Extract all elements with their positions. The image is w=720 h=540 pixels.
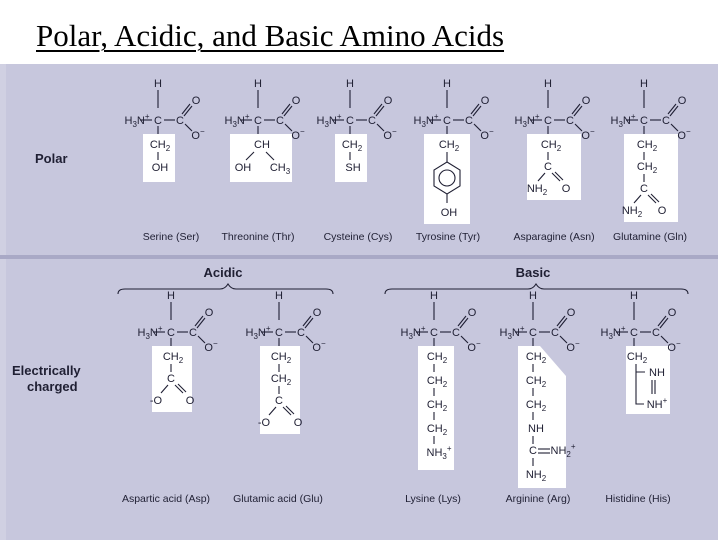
charged-row-label-line1: Electrically	[12, 363, 81, 378]
carbonyl-oxygen-label: O	[191, 95, 201, 107]
carboxylate-oxygen-label: O−	[581, 127, 595, 142]
amino-acid-name: Tyrosine (Tyr)	[415, 231, 481, 243]
carbonyl-double-bond	[282, 104, 290, 114]
acidic-bracket	[118, 284, 333, 294]
carbonyl-double-bond	[670, 106, 678, 116]
carbonyl-oxygen-label: O	[480, 95, 490, 107]
cysteine-structure	[316, 78, 396, 182]
histidine-structure	[600, 290, 680, 414]
carbonyl-oxygen-label: O	[467, 307, 477, 319]
carbonyl-double-bond	[572, 104, 580, 114]
side-chain-atom: C	[640, 183, 648, 195]
amino-acid-name: Threonine (Thr)	[221, 231, 295, 243]
amino-group-label: $H_3N^+$	[600, 324, 626, 341]
side-chain-atom: C	[275, 395, 283, 407]
carbonyl-double-bond	[284, 106, 292, 116]
amino-group-label: $H_3N^+$	[400, 324, 426, 341]
carbonyl-carbon-label: C	[465, 115, 473, 127]
side-chain-atom: C	[167, 373, 175, 385]
side-chain-atom: $NH_2$	[525, 469, 547, 483]
alpha-hydrogen-label: H	[443, 78, 451, 90]
amino-acid-name: Glutamic acid (Glu)	[233, 493, 323, 505]
carbonyl-double-bond	[458, 316, 466, 326]
alpha-carbon-label: C	[630, 327, 638, 339]
side-chain-atom: $NH_3^+$	[426, 444, 452, 461]
carboxylate-oxygen-label: O−	[291, 127, 305, 142]
side-chain-atom: O	[185, 395, 195, 407]
alpha-carbon-label: C	[529, 327, 537, 339]
tyrosine-structure	[413, 78, 493, 224]
amino-group-label: $H_3N^+$	[413, 112, 439, 129]
carbonyl-double-bond	[376, 106, 384, 116]
carbonyl-double-bond	[471, 104, 479, 114]
carboxylate-oxygen-label: O−	[467, 339, 481, 354]
carbonyl-oxygen-label: O	[383, 95, 393, 107]
side-chain-atom: $CH_2$	[341, 139, 363, 153]
carbonyl-carbon-label: C	[176, 115, 184, 127]
carbonyl-double-bond	[305, 318, 313, 328]
side-chain-atom: $NH_2$	[621, 205, 643, 219]
carboxylate-oxygen-label: O−	[677, 127, 691, 142]
amino-group-label: $H_3N^+$	[245, 324, 271, 341]
side-chain-atom: $NH_2^+$	[550, 442, 576, 459]
glutamine-structure	[610, 78, 690, 222]
basic-group-label: Basic	[515, 265, 551, 280]
alpha-hydrogen-label: H	[167, 290, 175, 302]
side-chain-atom: $CH_2$	[270, 373, 292, 387]
carbonyl-carbon-label: C	[276, 115, 284, 127]
carbonyl-oxygen-label: O	[291, 95, 301, 107]
amino-acid-name: Serine (Ser)	[142, 231, 200, 243]
carboxylate-oxygen-label: O−	[191, 127, 205, 142]
alpha-hydrogen-label: H	[529, 290, 537, 302]
amino-group-label: $H_3N^+$	[124, 112, 150, 129]
side-chain-atom: C	[544, 161, 552, 173]
amino-acid-diagram	[0, 64, 718, 540]
amino-acid-name: Arginine (Arg)	[505, 493, 571, 505]
alpha-hydrogen-label: H	[254, 78, 262, 90]
side-chain-atom: -O	[149, 395, 163, 407]
side-chain-box	[518, 346, 566, 488]
glutamic-acid-structure	[245, 290, 325, 434]
carbonyl-double-bond	[374, 104, 382, 114]
side-chain-atom: $NH_2$	[526, 183, 548, 197]
side-chain-atom: NH+	[646, 396, 668, 411]
side-chain-atom: $CH_3$	[269, 162, 291, 176]
charged-row-label-line2: charged	[27, 379, 78, 394]
carbonyl-double-bond	[197, 318, 205, 328]
carbonyl-double-bond	[557, 316, 565, 326]
carbonyl-double-bond	[658, 316, 666, 326]
amino-group-label: $H_3N^+$	[610, 112, 636, 129]
carbonyl-carbon-label: C	[368, 115, 376, 127]
side-chain-atom: O	[293, 417, 303, 429]
side-chain-atom: -O	[257, 417, 271, 429]
polar-row-label: Polar	[35, 151, 68, 166]
threonine-structure	[224, 78, 304, 182]
alpha-carbon-label: C	[640, 115, 648, 127]
side-chain-atom: $CH_2$	[426, 423, 448, 437]
carbonyl-double-bond	[668, 104, 676, 114]
carbonyl-carbon-label: C	[662, 115, 670, 127]
alpha-carbon-label: C	[346, 115, 354, 127]
serine-structure	[124, 78, 204, 182]
side-chain-atom: $CH_2$	[426, 399, 448, 413]
carboxylate-oxygen-label: O−	[566, 339, 580, 354]
acidic-group-label: Acidic	[203, 265, 243, 280]
alpha-hydrogen-label: H	[346, 78, 354, 90]
amino-acid-name: Asparagine (Asn)	[513, 231, 595, 243]
carbonyl-carbon-label: C	[652, 327, 660, 339]
carbonyl-double-bond	[574, 106, 582, 116]
carbonyl-double-bond	[303, 316, 311, 326]
carbonyl-oxygen-label: O	[677, 95, 687, 107]
amino-acid-name: Glutamine (Gln)	[612, 231, 688, 243]
alpha-carbon-label: C	[443, 115, 451, 127]
alpha-carbon-label: C	[154, 115, 162, 127]
alpha-carbon-label: C	[254, 115, 262, 127]
side-chain-atom: O	[657, 205, 667, 217]
carboxylate-oxygen-label: O−	[667, 339, 681, 354]
alpha-hydrogen-label: H	[275, 290, 283, 302]
carbonyl-carbon-label: C	[566, 115, 574, 127]
side-chain-atom: NH	[649, 367, 665, 379]
side-chain-atom: $CH_2$	[636, 161, 658, 175]
amino-acid-name: Lysine (Lys)	[405, 493, 461, 505]
alpha-hydrogen-label: H	[430, 290, 438, 302]
carbonyl-double-bond	[182, 104, 190, 114]
carbonyl-oxygen-label: O	[667, 307, 677, 319]
carbonyl-double-bond	[195, 316, 203, 326]
alpha-carbon-label: C	[167, 327, 175, 339]
carbonyl-double-bond	[460, 318, 468, 328]
side-chain-atom: $CH_2$	[149, 139, 171, 153]
alpha-carbon-label: C	[275, 327, 283, 339]
page-title: Polar, Acidic, and Basic Amino Acids	[36, 18, 505, 53]
side-chain-atom: $CH_2$	[525, 375, 547, 389]
side-chain-atom: CH	[254, 139, 270, 151]
amino-group-label: $H_3N^+$	[224, 112, 250, 129]
carbonyl-carbon-label: C	[189, 327, 197, 339]
carbonyl-double-bond	[473, 106, 481, 116]
amino-acid-name: Aspartic acid (Asp)	[121, 493, 211, 505]
side-chain-atom: $CH_2$	[525, 399, 547, 413]
alpha-hydrogen-label: H	[154, 78, 162, 90]
amino-group-label: $H_3N^+$	[499, 324, 525, 341]
side-chain-atom: $CH_2$	[438, 139, 460, 153]
side-chain-atom: $CH_2$	[270, 351, 292, 365]
side-chain-atom: OH	[440, 207, 458, 219]
lysine-structure	[400, 290, 480, 470]
amino-group-label: $H_3N^+$	[137, 324, 163, 341]
alpha-carbon-label: C	[430, 327, 438, 339]
carboxylate-oxygen-label: O−	[312, 339, 326, 354]
alpha-hydrogen-label: H	[630, 290, 638, 302]
side-chain-atom: NH	[528, 423, 544, 435]
side-chain-atom: C	[529, 445, 537, 457]
carbonyl-oxygen-label: O	[204, 307, 214, 319]
alpha-carbon-label: C	[544, 115, 552, 127]
side-chain-atom: OH	[234, 162, 252, 174]
carbonyl-carbon-label: C	[297, 327, 305, 339]
amino-acid-name: Cysteine (Cys)	[323, 231, 393, 243]
alpha-hydrogen-label: H	[640, 78, 648, 90]
side-chain-atom: $CH_2$	[626, 351, 648, 365]
carboxylate-oxygen-label: O−	[480, 127, 494, 142]
alpha-hydrogen-label: H	[544, 78, 552, 90]
carbonyl-double-bond	[559, 318, 567, 328]
carbonyl-double-bond	[660, 318, 668, 328]
side-chain-atom: SH	[345, 162, 361, 174]
amino-group-label: $H_3N^+$	[514, 112, 540, 129]
amino-acid-name: Histidine (His)	[605, 493, 671, 505]
amino-group-label: $H_3N^+$	[316, 112, 342, 129]
carboxylate-oxygen-label: O−	[204, 339, 218, 354]
side-chain-atom: O	[561, 183, 571, 195]
carbonyl-oxygen-label: O	[566, 307, 576, 319]
side-chain-atom: $CH_2$	[426, 375, 448, 389]
carbonyl-oxygen-label: O	[312, 307, 322, 319]
side-chain-atom: $CH_2$	[525, 351, 547, 365]
side-chain-atom: $CH_2$	[162, 351, 184, 365]
side-chain-atom: OH	[151, 162, 169, 174]
side-chain-atom: $CH_2$	[540, 139, 562, 153]
side-chain-atom: $CH_2$	[426, 351, 448, 365]
arginine-structure	[499, 290, 579, 488]
carbonyl-oxygen-label: O	[581, 95, 591, 107]
side-chain-atom: $CH_2$	[636, 139, 658, 153]
carbonyl-double-bond	[184, 106, 192, 116]
carboxylate-oxygen-label: O−	[383, 127, 397, 142]
asparagine-structure	[514, 78, 594, 200]
aspartic-acid-structure	[137, 290, 217, 412]
carbonyl-carbon-label: C	[551, 327, 559, 339]
carbonyl-carbon-label: C	[452, 327, 460, 339]
